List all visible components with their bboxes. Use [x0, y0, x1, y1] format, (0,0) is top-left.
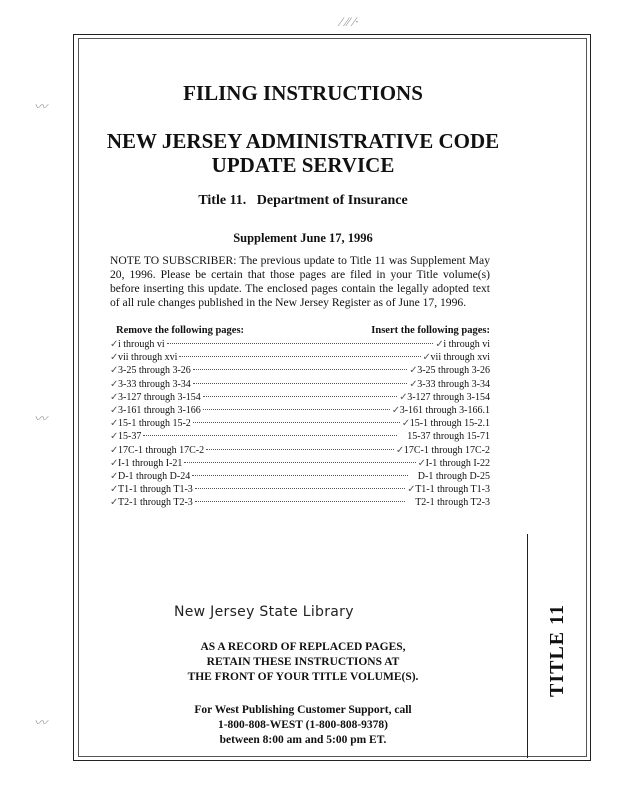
check-mark-icon: ✓: [409, 378, 418, 390]
record-line2: RETAIN THESE INSTRUCTIONS AT: [206, 656, 400, 668]
dot-leader: [206, 449, 394, 450]
supplement-date: Supplement June 17, 1996: [233, 231, 373, 245]
check-mark-icon: ✓: [110, 378, 119, 390]
check-mark-icon: ✓: [110, 391, 119, 403]
remove-pages: i through vi: [118, 339, 165, 350]
title-department: Title 11. Department of Insurance: [198, 193, 408, 208]
margin-mark: 〰: [34, 99, 48, 114]
check-mark-icon: ✓: [422, 352, 431, 364]
check-mark-icon: ✓: [110, 444, 119, 456]
remove-pages: 17C-1 through 17C-2: [118, 444, 205, 456]
table-row: [110, 483, 490, 496]
check-mark-icon: ✓: [110, 365, 119, 377]
insert-pages: 3-127 through 3-154: [407, 391, 490, 403]
table-row: [110, 470, 490, 483]
margin-mark: 〰: [34, 715, 48, 730]
filing-instructions-heading: FILING INSTRUCTIONS: [183, 81, 423, 105]
check-mark-icon: ✓: [391, 404, 401, 416]
remove-column-header: Remove the following pages:: [116, 325, 245, 336]
insert-pages: 3-25 through 3-26: [417, 365, 490, 377]
remove-pages: I-1 through I-21: [118, 457, 183, 469]
margin-mark: 〰: [34, 411, 48, 426]
insert-pages: T2-1 through T2-3: [415, 497, 490, 509]
check-mark-icon: ✓: [401, 418, 411, 430]
dot-leader: [184, 462, 415, 463]
remove-pages: D-1 through D-24: [118, 470, 191, 482]
remove-pages: 3-25 through 3-26: [118, 365, 191, 377]
table-row: [110, 338, 490, 351]
remove-pages: 3-33 through 3-34: [118, 378, 191, 390]
insert-pages: T1-1 through T1-3: [415, 484, 490, 496]
support-line1: For West Publishing Customer Support, call: [194, 704, 412, 716]
side-title-text: TITLE 11: [546, 603, 569, 697]
dot-leader: [193, 369, 407, 370]
page-table-header: [116, 325, 490, 336]
table-row: [110, 404, 490, 417]
insert-pages: 3-33 through 3-34: [417, 378, 490, 390]
code-heading-line2: UPDATE SERVICE: [211, 153, 395, 177]
check-mark-icon: ✓: [110, 484, 119, 496]
dot-leader: [193, 422, 400, 423]
remove-pages: T2-1 through T2-3: [118, 497, 193, 509]
check-mark-icon: ✓: [409, 365, 418, 377]
library-stamp: New Jersey State Library: [174, 604, 354, 620]
remove-pages: vii through xvi: [118, 352, 178, 364]
check-mark-icon: ✓: [110, 339, 119, 350]
table-row: [110, 378, 490, 391]
side-title-label: [533, 580, 583, 720]
subscriber-note: NOTE TO SUBSCRIBER: The previous update to Title 11 was Supplement May 20, 1996. Please be certain that those pages are filed in your Title volume(s) before inserting this update. The enclosed pages contain the legally adopted text of all rule changes published in the New Jersey Register as of June 17, 1996.: [110, 254, 490, 309]
check-mark-icon: ✓: [110, 470, 119, 482]
table-row: [110, 430, 490, 443]
check-mark-icon: ✓: [417, 457, 426, 469]
check-mark-icon: ✓: [395, 444, 405, 456]
check-mark-icon: ✓: [110, 418, 119, 430]
dot-leader: [143, 435, 397, 436]
remove-pages: T1-1 through T1-3: [118, 484, 193, 496]
support-phone: 1-800-808-WEST (1-800-808-9378): [217, 719, 389, 731]
page-table: [110, 338, 490, 509]
dot-leader: [203, 396, 397, 397]
dot-leader: [203, 409, 390, 410]
support-hours: between 8:00 am and 5:00 pm ET.: [219, 734, 387, 746]
remove-pages: 15-1 through 15-2: [118, 418, 191, 430]
insert-pages: 15-1 through 15-2.1: [409, 418, 490, 430]
table-row: [110, 457, 490, 470]
insert-pages: i through vi: [443, 339, 490, 350]
insert-pages: D-1 through D-25: [417, 470, 490, 482]
record-line3: THE FRONT OF YOUR TITLE VOLUME(S).: [187, 671, 419, 683]
insert-pages: vii through xvi: [430, 352, 490, 364]
table-row: [110, 391, 490, 404]
table-row: [110, 417, 490, 430]
record-line1: AS A RECORD OF REPLACED PAGES,: [200, 641, 406, 653]
dot-leader: [167, 343, 434, 344]
dot-leader: [195, 501, 405, 502]
code-heading-line1: NEW JERSEY ADMINISTRATIVE CODE: [106, 129, 500, 153]
check-mark-icon: ✓: [110, 431, 119, 443]
insert-pages: 17C-1 through 17C-2: [403, 444, 490, 456]
check-mark-icon: ✓: [407, 484, 416, 496]
check-mark-icon: ✓: [399, 391, 408, 403]
table-row: [110, 351, 490, 364]
check-mark-icon: ✓: [110, 352, 119, 364]
remove-pages: 15-37: [118, 431, 142, 443]
table-row: [110, 444, 490, 457]
insert-pages: 15-37 through 15-71: [407, 431, 490, 443]
dot-leader: [195, 488, 405, 489]
check-mark-icon: ✓: [110, 457, 119, 469]
insert-column-header: Insert the following pages:: [371, 325, 490, 336]
check-mark-icon: ✓: [435, 339, 444, 350]
insert-pages: 3-161 through 3-166.1: [399, 404, 490, 416]
remove-pages: 3-127 through 3-154: [118, 391, 201, 403]
dot-leader: [192, 475, 408, 476]
check-mark-icon: ✓: [110, 497, 119, 509]
dot-leader: [193, 383, 407, 384]
remove-pages: 3-161 through 3-166: [118, 404, 201, 416]
handwritten-mark: ⁄ ⁄∕ ⁄·: [340, 14, 359, 29]
check-mark-icon: ✓: [110, 404, 119, 416]
dot-leader: [179, 356, 420, 357]
insert-pages: I-1 through I-22: [425, 457, 490, 469]
table-row: [110, 364, 490, 377]
table-row: [110, 496, 490, 509]
